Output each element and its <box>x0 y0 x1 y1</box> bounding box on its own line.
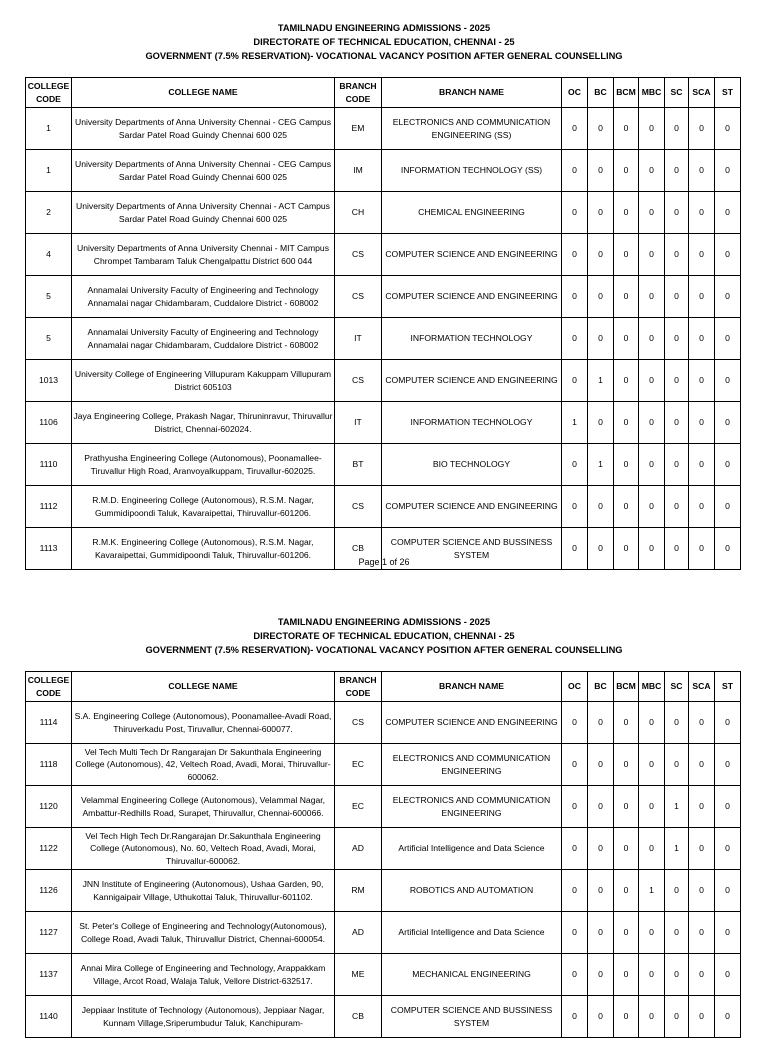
bcm-cell: 0 <box>614 912 639 954</box>
college-name-cell: Jeppiaar Institute of Technology (Autonomous), Jeppiaar Nagar, Kunnam Village,Sriperumbudur Taluk, Kanchipuram- <box>72 996 335 1038</box>
sc-cell: 0 <box>665 702 689 744</box>
oc-cell: 0 <box>562 702 588 744</box>
st-cell: 0 <box>715 702 741 744</box>
sca-cell: 0 <box>689 996 715 1038</box>
sc-cell: 0 <box>665 996 689 1038</box>
college-name-cell: University College of Engineering Villupuram Kakuppam Villupuram District 605103 <box>72 360 335 402</box>
oc-cell: 0 <box>562 360 588 402</box>
mbc-cell: 0 <box>639 744 665 786</box>
sc-cell: 0 <box>665 870 689 912</box>
oc-cell: 0 <box>562 786 588 828</box>
college-code-cell: 2 <box>26 192 72 234</box>
college-name-cell: S.A. Engineering College (Autonomous), Poonamallee-Avadi Road, Thiruverkadu Post, Tiruvallur, Chennai-600077. <box>72 702 335 744</box>
col-mbc: MBC <box>639 672 665 702</box>
col-branch-code: BRANCH CODE <box>335 672 382 702</box>
col-branch-name: BRANCH NAME <box>382 672 562 702</box>
branch-code-cell: CS <box>335 234 382 276</box>
col-sc: SC <box>665 672 689 702</box>
mbc-cell: 0 <box>639 276 665 318</box>
college-code-cell: 1106 <box>26 402 72 444</box>
branch-code-cell: CB <box>335 528 382 570</box>
bcm-cell: 0 <box>614 276 639 318</box>
sca-cell: 0 <box>689 528 715 570</box>
bcm-cell: 0 <box>614 444 639 486</box>
college-code-cell: 5 <box>26 276 72 318</box>
oc-cell: 1 <box>562 402 588 444</box>
branch-name-cell: Artificial Intelligence and Data Science <box>382 828 562 870</box>
oc-cell: 0 <box>562 486 588 528</box>
sca-cell: 0 <box>689 402 715 444</box>
college-name-cell: University Departments of Anna University Chennai - MIT Campus Chrompet Tambaram Taluk Chengalpattu District 600 044 <box>72 234 335 276</box>
header-directorate: DIRECTORATE OF TECHNICAL EDUCATION, CHENNAI - 25 <box>253 631 515 641</box>
sc-cell: 0 <box>665 108 689 150</box>
branch-name-cell: ELECTRONICS AND COMMUNICATION ENGINEERING (SS) <box>382 108 562 150</box>
bcm-cell: 0 <box>614 528 639 570</box>
sca-cell: 0 <box>689 108 715 150</box>
mbc-cell: 0 <box>639 234 665 276</box>
college-code-cell: 1 <box>26 150 72 192</box>
mbc-cell: 0 <box>639 318 665 360</box>
col-college-code: COLLEGE CODE <box>26 78 72 108</box>
sca-cell: 0 <box>689 234 715 276</box>
sc-cell: 0 <box>665 234 689 276</box>
branch-code-cell: BT <box>335 444 382 486</box>
branch-name-cell: COMPUTER SCIENCE AND ENGINEERING <box>382 486 562 528</box>
table-header-row <box>26 672 741 702</box>
branch-code-cell: CH <box>335 192 382 234</box>
sc-cell: 0 <box>665 318 689 360</box>
vacancy-table <box>25 77 741 570</box>
college-code-cell: 1127 <box>26 912 72 954</box>
bc-cell: 0 <box>588 318 614 360</box>
bc-cell: 0 <box>588 912 614 954</box>
college-code-cell: 1110 <box>26 444 72 486</box>
sca-cell: 0 <box>689 444 715 486</box>
oc-cell: 0 <box>562 234 588 276</box>
st-cell: 0 <box>715 528 741 570</box>
oc-cell: 0 <box>562 870 588 912</box>
col-bc: BC <box>588 672 614 702</box>
bc-cell: 0 <box>588 870 614 912</box>
bcm-cell: 0 <box>614 150 639 192</box>
sca-cell: 0 <box>689 954 715 996</box>
st-cell: 0 <box>715 744 741 786</box>
table-row <box>26 276 741 318</box>
branch-name-cell: COMPUTER SCIENCE AND ENGINEERING <box>382 360 562 402</box>
col-branch-code: BRANCH CODE <box>335 78 382 108</box>
st-cell: 0 <box>715 360 741 402</box>
st-cell: 0 <box>715 954 741 996</box>
mbc-cell: 0 <box>639 486 665 528</box>
oc-cell: 0 <box>562 108 588 150</box>
bc-cell: 0 <box>588 744 614 786</box>
sc-cell: 0 <box>665 528 689 570</box>
vacancy-table <box>25 671 741 1038</box>
st-cell: 0 <box>715 276 741 318</box>
oc-cell: 0 <box>562 318 588 360</box>
table-row <box>26 954 741 996</box>
college-name-cell: R.M.D. Engineering College (Autonomous), R.S.M. Nagar, Gummidipoondi Taluk, Kavaraipettai, Thiruvallur-601206. <box>72 486 335 528</box>
col-st: ST <box>715 78 741 108</box>
col-sca: SCA <box>689 78 715 108</box>
st-cell: 0 <box>715 912 741 954</box>
bc-cell: 0 <box>588 786 614 828</box>
header-subtitle: GOVERNMENT (7.5% RESERVATION)- VOCATIONAL VACANCY POSITION AFTER GENERAL COUNSELLING <box>145 51 623 61</box>
sca-cell: 0 <box>689 192 715 234</box>
col-sca: SCA <box>689 672 715 702</box>
st-cell: 0 <box>715 444 741 486</box>
bc-cell: 0 <box>588 702 614 744</box>
st-cell: 0 <box>715 402 741 444</box>
bc-cell: 0 <box>588 402 614 444</box>
college-code-cell: 1120 <box>26 786 72 828</box>
bcm-cell: 0 <box>614 786 639 828</box>
college-name-cell: Vel Tech Multi Tech Dr Rangarajan Dr Sakunthala Engineering College (Autonomous), 42, Veltech Road, Avadi, Morai, Thiruvallur-600062. <box>72 744 335 786</box>
sc-cell: 0 <box>665 150 689 192</box>
col-oc: OC <box>562 78 588 108</box>
college-name-cell: Prathyusha Engineering College (Autonomous), Poonamallee-Tiruvallur High Road, Aranvoyalkuppam, Tiruvallur-602025. <box>72 444 335 486</box>
college-code-cell: 1 <box>26 108 72 150</box>
table-row <box>26 444 741 486</box>
mbc-cell: 0 <box>639 912 665 954</box>
col-bc: BC <box>588 78 614 108</box>
bcm-cell: 0 <box>614 318 639 360</box>
college-name-cell: Vel Tech High Tech Dr.Rangarajan Dr.Sakunthala Engineering College (Autonomous), No. 60, Veltech Road, Avadi, Morai, Thiruvallur-600062. <box>72 828 335 870</box>
col-college-name: COLLEGE NAME <box>72 672 335 702</box>
branch-name-cell: INFORMATION TECHNOLOGY <box>382 318 562 360</box>
college-code-cell: 1137 <box>26 954 72 996</box>
bc-cell: 0 <box>588 954 614 996</box>
sc-cell: 1 <box>665 786 689 828</box>
bc-cell: 0 <box>588 528 614 570</box>
st-cell: 0 <box>715 318 741 360</box>
oc-cell: 0 <box>562 828 588 870</box>
table-row <box>26 234 741 276</box>
college-code-cell: 1126 <box>26 870 72 912</box>
branch-name-cell: CHEMICAL ENGINEERING <box>382 192 562 234</box>
branch-code-cell: EM <box>335 108 382 150</box>
branch-code-cell: CS <box>335 702 382 744</box>
college-code-cell: 1113 <box>26 528 72 570</box>
mbc-cell: 0 <box>639 192 665 234</box>
bc-cell: 0 <box>588 234 614 276</box>
branch-name-cell: MECHANICAL ENGINEERING <box>382 954 562 996</box>
college-code-cell: 1013 <box>26 360 72 402</box>
college-name-cell: University Departments of Anna University Chennai - CEG Campus Sardar Patel Road Guindy Chennai 600 025 <box>72 108 335 150</box>
col-oc: OC <box>562 672 588 702</box>
col-bcm: BCM <box>614 78 639 108</box>
bcm-cell: 0 <box>614 402 639 444</box>
branch-code-cell: RM <box>335 870 382 912</box>
table-row <box>26 786 741 828</box>
branch-code-cell: IT <box>335 318 382 360</box>
oc-cell: 0 <box>562 744 588 786</box>
branch-name-cell: BIO TECHNOLOGY <box>382 444 562 486</box>
sca-cell: 0 <box>689 786 715 828</box>
sca-cell: 0 <box>689 702 715 744</box>
mbc-cell: 0 <box>639 828 665 870</box>
mbc-cell: 0 <box>639 996 665 1038</box>
sc-cell: 0 <box>665 954 689 996</box>
sca-cell: 0 <box>689 744 715 786</box>
sc-cell: 0 <box>665 912 689 954</box>
bcm-cell: 0 <box>614 192 639 234</box>
sc-cell: 0 <box>665 402 689 444</box>
bc-cell: 0 <box>588 996 614 1038</box>
college-name-cell: University Departments of Anna University Chennai - CEG Campus Sardar Patel Road Guindy Chennai 600 025 <box>72 150 335 192</box>
college-name-cell: JNN Institute of Engineering (Autonomous), Ushaa Garden, 90, Kannigaipair Village, Uthukottai Taluk, Thiruvallur-601102. <box>72 870 335 912</box>
college-name-cell: R.M.K. Engineering College (Autonomous), R.S.M. Nagar, Kavaraipettai, Gummidipoondi Taluk, Thiruvallur-601206. <box>72 528 335 570</box>
oc-cell: 0 <box>562 150 588 192</box>
sc-cell: 0 <box>665 486 689 528</box>
bc-cell: 0 <box>588 150 614 192</box>
bcm-cell: 0 <box>614 702 639 744</box>
bc-cell: 0 <box>588 276 614 318</box>
sca-cell: 0 <box>689 870 715 912</box>
table-row <box>26 486 741 528</box>
col-sc: SC <box>665 78 689 108</box>
college-name-cell: Annamalai University Faculty of Engineering and Technology Annamalai nagar Chidambaram, Cuddalore District - 608002 <box>72 276 335 318</box>
branch-code-cell: EC <box>335 786 382 828</box>
branch-code-cell: CS <box>335 360 382 402</box>
sca-cell: 0 <box>689 486 715 528</box>
table-row <box>26 996 741 1038</box>
branch-code-cell: AD <box>335 828 382 870</box>
college-code-cell: 1118 <box>26 744 72 786</box>
table-row <box>26 744 741 786</box>
mbc-cell: 0 <box>639 402 665 444</box>
mbc-cell: 0 <box>639 108 665 150</box>
branch-name-cell: ELECTRONICS AND COMMUNICATION ENGINEERING <box>382 786 562 828</box>
bc-cell: 0 <box>588 108 614 150</box>
st-cell: 0 <box>715 234 741 276</box>
bc-cell: 0 <box>588 192 614 234</box>
page-number: Page 1 of 26 <box>358 557 410 567</box>
header-title: TAMILNADU ENGINEERING ADMISSIONS - 2025 <box>277 617 491 627</box>
st-cell: 0 <box>715 150 741 192</box>
branch-name-cell: INFORMATION TECHNOLOGY <box>382 402 562 444</box>
mbc-cell: 0 <box>639 150 665 192</box>
header-subtitle: GOVERNMENT (7.5% RESERVATION)- VOCATIONAL VACANCY POSITION AFTER GENERAL COUNSELLING <box>145 645 623 655</box>
st-cell: 0 <box>715 996 741 1038</box>
bcm-cell: 0 <box>614 744 639 786</box>
sc-cell: 1 <box>665 828 689 870</box>
st-cell: 0 <box>715 486 741 528</box>
branch-name-cell: ELECTRONICS AND COMMUNICATION ENGINEERING <box>382 744 562 786</box>
sc-cell: 0 <box>665 192 689 234</box>
college-code-cell: 1112 <box>26 486 72 528</box>
header-directorate: DIRECTORATE OF TECHNICAL EDUCATION, CHENNAI - 25 <box>253 37 515 47</box>
table-row <box>26 870 741 912</box>
branch-name-cell: COMPUTER SCIENCE AND ENGINEERING <box>382 276 562 318</box>
table-row <box>26 108 741 150</box>
table-row <box>26 192 741 234</box>
st-cell: 0 <box>715 108 741 150</box>
header-title: TAMILNADU ENGINEERING ADMISSIONS - 2025 <box>277 23 491 33</box>
branch-name-cell: COMPUTER SCIENCE AND BUSSINESS SYSTEM <box>382 996 562 1038</box>
oc-cell: 0 <box>562 912 588 954</box>
sca-cell: 0 <box>689 828 715 870</box>
bcm-cell: 0 <box>614 108 639 150</box>
branch-name-cell: COMPUTER SCIENCE AND BUSSINESS SYSTEM <box>382 528 562 570</box>
bc-cell: 0 <box>588 486 614 528</box>
table-row <box>26 318 741 360</box>
college-code-cell: 1140 <box>26 996 72 1038</box>
oc-cell: 0 <box>562 276 588 318</box>
sc-cell: 0 <box>665 360 689 402</box>
table-row <box>26 402 741 444</box>
college-code-cell: 1114 <box>26 702 72 744</box>
branch-name-cell: ROBOTICS AND AUTOMATION <box>382 870 562 912</box>
branch-name-cell: INFORMATION TECHNOLOGY (SS) <box>382 150 562 192</box>
col-college-name: COLLEGE NAME <box>72 78 335 108</box>
college-name-cell: Jaya Engineering College, Prakash Nagar, Thiruninravur, Thiruvallur District, Chennai-602024. <box>72 402 335 444</box>
college-name-cell: St. Peter's College of Engineering and Technology(Autonomous), College Road, Avadi Taluk, Thiruvallur District, Chennai-600054. <box>72 912 335 954</box>
mbc-cell: 0 <box>639 444 665 486</box>
st-cell: 0 <box>715 192 741 234</box>
college-code-cell: 1122 <box>26 828 72 870</box>
bcm-cell: 0 <box>614 486 639 528</box>
st-cell: 0 <box>715 786 741 828</box>
bc-cell: 1 <box>588 444 614 486</box>
col-branch-name: BRANCH NAME <box>382 78 562 108</box>
sc-cell: 0 <box>665 276 689 318</box>
branch-code-cell: IT <box>335 402 382 444</box>
table-row <box>26 912 741 954</box>
table-row <box>26 360 741 402</box>
branch-code-cell: ME <box>335 954 382 996</box>
table-row <box>26 828 741 870</box>
bcm-cell: 0 <box>614 870 639 912</box>
branch-code-cell: EC <box>335 744 382 786</box>
bcm-cell: 0 <box>614 996 639 1038</box>
bc-cell: 1 <box>588 360 614 402</box>
branch-code-cell: CS <box>335 276 382 318</box>
college-name-cell: Velammal Engineering College (Autonomous), Velammal Nagar, Ambattur-Redhills Road, Surapet, Thiruvallur, Chennai-600066. <box>72 786 335 828</box>
col-st: ST <box>715 672 741 702</box>
bcm-cell: 0 <box>614 954 639 996</box>
st-cell: 0 <box>715 828 741 870</box>
col-bcm: BCM <box>614 672 639 702</box>
college-name-cell: University Departments of Anna University Chennai - ACT Campus Sardar Patel Road Guindy Chennai 600 025 <box>72 192 335 234</box>
college-name-cell: Annamalai University Faculty of Engineering and Technology Annamalai nagar Chidambaram, Cuddalore District - 608002 <box>72 318 335 360</box>
branch-code-cell: CS <box>335 486 382 528</box>
col-college-code: COLLEGE CODE <box>26 672 72 702</box>
sca-cell: 0 <box>689 360 715 402</box>
branch-code-cell: CB <box>335 996 382 1038</box>
bcm-cell: 0 <box>614 828 639 870</box>
college-code-cell: 5 <box>26 318 72 360</box>
sc-cell: 0 <box>665 744 689 786</box>
oc-cell: 0 <box>562 954 588 996</box>
sca-cell: 0 <box>689 276 715 318</box>
bcm-cell: 0 <box>614 360 639 402</box>
branch-code-cell: AD <box>335 912 382 954</box>
bc-cell: 0 <box>588 828 614 870</box>
sc-cell: 0 <box>665 444 689 486</box>
table-row <box>26 150 741 192</box>
college-code-cell: 4 <box>26 234 72 276</box>
mbc-cell: 0 <box>639 954 665 996</box>
oc-cell: 0 <box>562 996 588 1038</box>
mbc-cell: 0 <box>639 528 665 570</box>
sca-cell: 0 <box>689 318 715 360</box>
sca-cell: 0 <box>689 912 715 954</box>
college-name-cell: Annai Mira College of Engineering and Technology, Arappakkam Village, Arcot Road, Walaja Taluk, Vellore District-632517. <box>72 954 335 996</box>
table-header-row <box>26 78 741 108</box>
bcm-cell: 0 <box>614 234 639 276</box>
mbc-cell: 0 <box>639 786 665 828</box>
branch-name-cell: Artificial Intelligence and Data Science <box>382 912 562 954</box>
mbc-cell: 0 <box>639 360 665 402</box>
branch-name-cell: COMPUTER SCIENCE AND ENGINEERING <box>382 234 562 276</box>
oc-cell: 0 <box>562 528 588 570</box>
oc-cell: 0 <box>562 192 588 234</box>
oc-cell: 0 <box>562 444 588 486</box>
mbc-cell: 0 <box>639 702 665 744</box>
branch-name-cell: COMPUTER SCIENCE AND ENGINEERING <box>382 702 562 744</box>
sca-cell: 0 <box>689 150 715 192</box>
table-row <box>26 702 741 744</box>
branch-code-cell: IM <box>335 150 382 192</box>
st-cell: 0 <box>715 870 741 912</box>
mbc-cell: 1 <box>639 870 665 912</box>
col-mbc: MBC <box>639 78 665 108</box>
